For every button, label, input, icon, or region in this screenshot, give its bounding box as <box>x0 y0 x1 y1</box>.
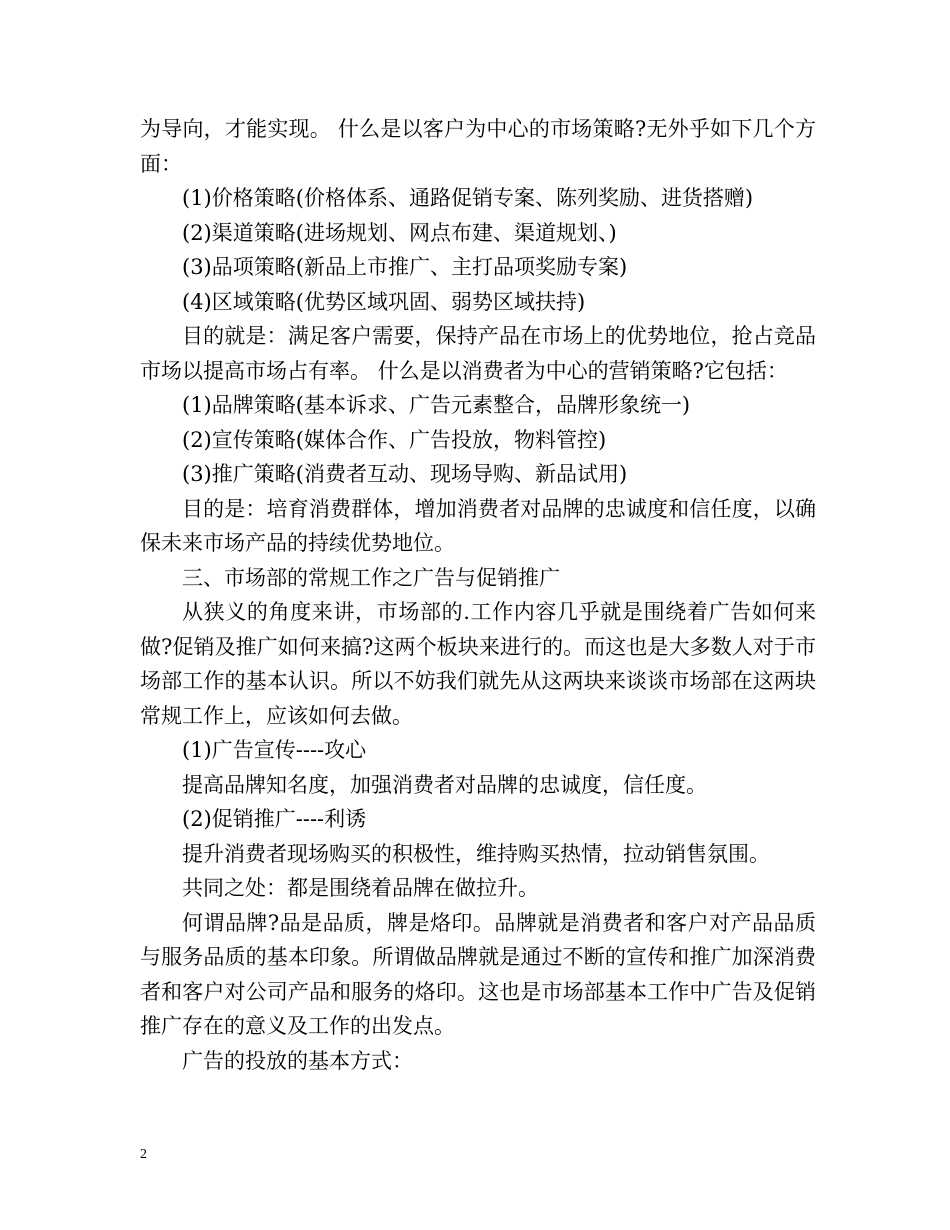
paragraph-0: 为导向，才能实现。 什么是以客户为中心的市场策略?无外乎如下几个方面： <box>140 117 816 176</box>
paragraph-17: 何谓品牌?品是品质，牌是烙印。品牌就是消费者和客户对产品品质与服务品质的基本印象。所谓做品牌就是通过不断的宣传和推广加深消费者和客户对公司产品和服务的烙印。这也是市场部基本工作中广告及促销推广存在的意义及工作的出发点。 <box>140 910 816 1038</box>
paragraph-13: 提高品牌知名度，加强消费者对品牌的忠诚度，信任度。 <box>182 772 707 797</box>
section-heading: 三、市场部的常规工作之广告与促销推广 <box>182 565 560 590</box>
paragraph-3: (3)品项策略(新品上市推广、主打品项奖励专案) <box>182 255 628 279</box>
paragraph-9: 目的是：培育消费群体，增加消费者对品牌的忠诚度和信任度，以确保未来市场产品的持续优势地位。 <box>140 496 816 555</box>
paragraph-7: (2)宣传策略(媒体合作、广告投放，物料管控) <box>182 427 607 452</box>
page-number: 2 <box>140 1147 147 1162</box>
paragraph-1: (1)价格策略(价格体系、通路促销专案、陈列奖励、进货搭赠) <box>182 186 754 210</box>
paragraph-14: (2)促销推广----利诱 <box>182 807 367 831</box>
paragraph-11: 从狭义的角度来讲，市场部的.工作内容几乎就是围绕着广告如何来做?促销及推广如何来搞?这两个板块来进行的。而这也是大多数人对于市场部工作的基本认识。所以不妨我们就先从这两块来谈谈市场部在这两块常规工作上，应该如何去做。 <box>140 600 816 728</box>
paragraph-12: (1)广告宣传----攻心 <box>182 738 367 762</box>
paragraph-18: 广告的投放的基本方式： <box>182 1048 413 1073</box>
paragraph-6: (1)品牌策略(基本诉求、广告元素整合，品牌形象统一) <box>182 393 691 417</box>
paragraph-8: (3)推广策略(消费者互动、现场导购、新品试用) <box>182 462 628 486</box>
paragraph-16: 共同之处：都是围绕着品牌在做拉升。 <box>182 876 539 900</box>
document-body <box>140 112 816 1078</box>
paragraph-15: 提升消费者现场购买的积极性，维持购买热情，拉动销售氛围。 <box>182 841 770 866</box>
paragraph-4: (4)区域策略(优势区域巩固、弱势区域扶持) <box>182 289 586 314</box>
paragraph-2: (2)渠道策略(进场规划、网点布建、渠道规划、) <box>182 220 617 245</box>
paragraph-5: 目的就是：满足客户需要，保持产品在市场上的优势地位，抢占竞品市场以提高市场占有率。 什么是以消费者为中心的营销策略?它包括： <box>140 324 816 383</box>
